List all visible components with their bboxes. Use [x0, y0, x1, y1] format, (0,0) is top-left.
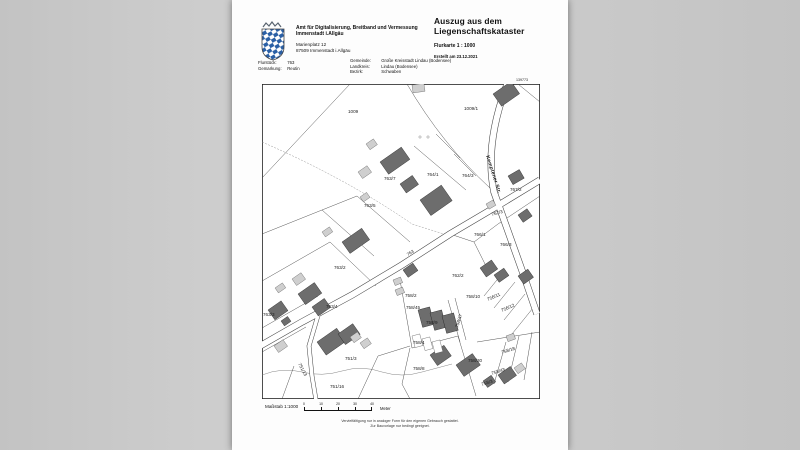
- meta-value: 763: [287, 60, 295, 65]
- scale-tick-label: 30: [353, 402, 357, 406]
- scale-label: Maßstab 1:1000: [265, 404, 299, 409]
- street-name-label: Kemptener Str.: [484, 154, 503, 195]
- office-name-line1: Amt für Digitalisierung, Breitband und Vermessung: [296, 25, 418, 31]
- parcel-label: 763/3: [263, 312, 275, 317]
- parcel-label: 766/1: [474, 232, 486, 237]
- office-block: [296, 25, 418, 37]
- parcel-label: 764/3: [462, 173, 474, 178]
- parcel-label: 751/3: [345, 356, 357, 361]
- parcel-label: 756/12: [500, 302, 516, 313]
- meta-value: Reutin: [287, 65, 300, 71]
- usage-notice-line1: Vervielfältigung nur in analoger Form für den eigenen Gebrauch gestattet.: [341, 419, 459, 423]
- parcel-label: 758/18: [500, 345, 516, 355]
- parcel-label: 763/7: [384, 176, 396, 181]
- parcel-label: 758/47: [454, 313, 464, 329]
- title-line1: Auszug aus dem: [434, 16, 502, 26]
- meta-label: Bezirk:: [350, 69, 364, 75]
- map-type: Flurkarte 1 : 1000: [434, 43, 476, 49]
- parcel-label: 758/9: [426, 320, 438, 325]
- meta-value: Schwaben: [381, 69, 402, 75]
- meta-label: Gemeinde:: [350, 58, 372, 63]
- grid-coordinate-label: 139773: [516, 78, 528, 82]
- parcel-label: 766/3: [500, 242, 512, 247]
- created-date: Erstellt am 23.12.2021: [434, 54, 478, 59]
- meta-label: Flurstück:: [258, 60, 277, 65]
- shield-icon: [262, 29, 284, 60]
- scale-tick-label: 0: [303, 402, 305, 406]
- parcel-label: 758/4: [413, 340, 425, 345]
- usage-notice-line2: Zur Bauvorlage nur bedingt geeignet.: [370, 423, 430, 428]
- parcel-label: 758/43: [490, 366, 506, 376]
- parcel-label: 758/10: [466, 294, 481, 299]
- meta-row: [350, 69, 451, 75]
- title-line2: Liegenschaftskataster: [434, 25, 525, 36]
- parcel-label: 763/4: [326, 304, 338, 309]
- parcel-label: 758/2: [405, 293, 417, 298]
- crown-icon: [263, 22, 281, 27]
- parcel-meta: [258, 60, 300, 71]
- scale-unit: Meter: [380, 406, 391, 411]
- parcel-label: 756/11: [486, 291, 501, 302]
- parcel-label: 762/2: [452, 273, 464, 278]
- parcel-label: 1009: [348, 109, 359, 114]
- address-line2: 87509 Immenstadt i.Allgäu: [296, 47, 351, 53]
- parcel-label: 767/2: [510, 187, 522, 192]
- cadastral-document-page: [232, 0, 568, 450]
- parcel-label: 758/8: [413, 366, 425, 371]
- parcel-label: 767/3: [490, 208, 504, 217]
- meta-label: Landkreis:: [350, 63, 370, 69]
- parcel-label: 758/3: [480, 378, 494, 387]
- address-line1: Marienplatz 12: [296, 42, 327, 47]
- parcel-label: 758/45: [406, 305, 421, 310]
- office-name-line2: Immenstadt i.Allgäu: [296, 31, 344, 37]
- document-title: [434, 17, 525, 36]
- parcel-label: 751/13: [297, 362, 309, 377]
- cadastral-map: [262, 84, 540, 399]
- district-meta: [350, 58, 451, 75]
- usage-notice: [232, 419, 568, 428]
- office-address: [296, 42, 350, 53]
- parcel-label: 763/5: [364, 203, 376, 208]
- road-parcel-label: 763: [405, 248, 415, 257]
- parcel-label: 751/16: [330, 384, 345, 389]
- scale-tick-label: 40: [370, 402, 374, 406]
- map-frame: [262, 84, 539, 398]
- bavaria-coat-of-arms: [260, 21, 288, 61]
- meta-value: Lindau (Bodensee): [381, 63, 418, 69]
- parcel-label: 758/30: [468, 358, 483, 363]
- scale-tick-label: 20: [336, 402, 340, 406]
- parcel-label: 1009/1: [464, 106, 479, 111]
- scale-bar: [304, 404, 372, 411]
- meta-label: Gemarkung:: [258, 65, 282, 71]
- parcel-label: 764/1: [427, 172, 439, 177]
- meta-value: Große Kreisstadt Lindau (Bodensee): [381, 58, 452, 63]
- meta-row: [258, 66, 300, 72]
- parcel-label: 763/2: [334, 265, 346, 270]
- scale-tick-label: 10: [319, 402, 323, 406]
